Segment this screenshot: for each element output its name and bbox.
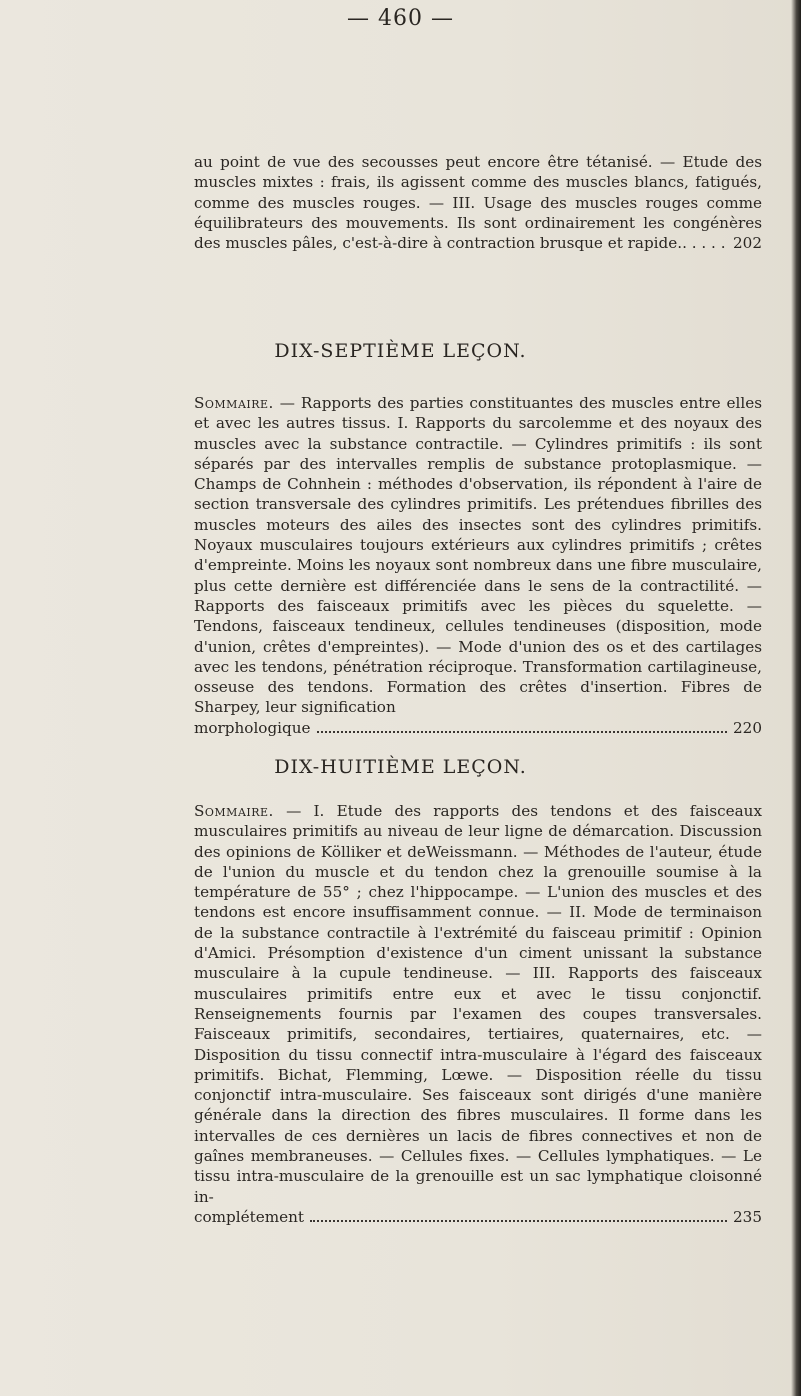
intro-body: au point de vue des secousses peut encore être tétanisé. — Etude des muscles mixtes : frais, ils agissent comme des muscles blancs, fatigués, comme des muscles rouges. — III. Usage des muscles rouges comme équilibrateurs des mouvements. Ils sont ordinairement les congénères des muscles pâles, c'est-à-dire à contraction brusque et rapide (194, 153, 762, 253)
lesson18-body: — I. Etude des rapports des tendons et des faisceaux musculaires primitifs au niveau de leur ligne de démarcation. Discussion des opinions de Kölliker et deWeissmann. — Méthodes de l'auteur, étude de l'union du muscle et du tendon chez la grenouille soumise à la température de 55° ; chez l'hippocampe. — L'union des muscles et des tendons est encore insuffisamment connue. — II. Mode de terminaison de la substance contractile à l'extrémité du faisceau primitif : Opinion d'Amici. Présomption d'existence d'un ciment unissant la substance musculaire à la cupule tendineuse. — III. Rapports des faisceaux musculaires primitifs entre eux et avec le tissu conjonctif. Renseignements fournis par l'examen des coupes transversales. Faisceaux primitifs, secondaires, tertiaires, quaternaires, etc. — Disposition du tissu connectif intra-musculaire à l'égard des faisceaux primitifs. Bichat, Flemming, Lœwe. — Disposition réelle du tissu conjonctif intra-musculaire. Ses faisceaux sont dirigés d'une manière générale dans la direction des fibres musculaires. Il forme dans les intervalles de ces dernières un lacis de fibres connectives et non de gaînes membraneuses. — Cellules fixes. — Cellules lymphatiques. — Le tissu intra-musculaire de la grenouille est un sac lymphatique cloisonné in- (194, 802, 763, 1206)
lesson18-toc-line (194, 1207, 762, 1227)
lesson17-text (194, 393, 762, 718)
lesson18-page-ref: 235 (733, 1207, 762, 1226)
lesson18-label: Sommaire. (194, 802, 274, 820)
lesson18-summary (194, 801, 762, 1227)
lesson18-text (194, 801, 762, 1207)
intro-text: au point de vue des secousses peut encore être tétanisé. — Etude des muscles mixtes : frais, ils agissent comme des muscles blancs, fatigués, comme des muscles rouges. — III. Usage des muscles rouges comme équilibrateurs des mouvements. Ils sont ordinairement les congénères des muscles pâles, c'est-à-dire à contraction brusque et rapide.. . . . . 202 (194, 153, 762, 253)
leader-dots (310, 1219, 727, 1222)
lesson18-last-word: complétement (194, 1207, 304, 1226)
lesson17-toc-line (194, 718, 762, 738)
lesson17-body: — Rapports des parties constituantes des muscles entre elles et avec les autres tissus. I. Rapports du sarcolemme et des noyaux des muscles avec la substance contractile. — Cylindres primitifs : ils sont séparés par des intervalles remplis de substance protoplasmique. — Champs de Cohnhein : méthodes d'observation, ils répondent à l'aire de section transversale des cylindres primitifs. Les prétendues fibrilles des muscles moteurs des ailes des insectes sont des cylindres primitifs. Noyaux musculaires toujours extérieurs aux cylindres primitifs ; crêtes d'empreinte. Moins les noyaux sont nombreux dans une fibre musculaire, plus cette dernière est différenciée dans le sens de la contractilité. — Rapports des faisceaux primitifs avec les pièces du squelette. — Tendons, faisceaux tendineux, cellules tendineuses (disposition, mode d'union, crêtes d'empreintes). — Mode d'union des os et des cartilages avec les tendons, pénétration réciproque. Transformation cartilagineuse, osseuse des tendons. Formation des crêtes d'insertion. Fibres de Sharpey, leur signification (194, 394, 763, 717)
page-edge-shadow (791, 0, 801, 1396)
lesson17-page-ref: 220 (733, 718, 762, 737)
lesson18-heading: DIX-HUITIÈME LEÇON. (274, 756, 527, 778)
page-number: — 460 — (347, 6, 454, 31)
lesson17-last-word: morphologique (194, 718, 311, 737)
lesson17-summary (194, 393, 762, 738)
lesson17-heading: DIX-SEPTIÈME LEÇON. (274, 340, 527, 362)
intro-page-ref: 202 (733, 234, 762, 253)
intro-paragraph (194, 152, 762, 253)
leader-dots (317, 730, 727, 733)
lesson17-label: Sommaire. (194, 394, 274, 412)
